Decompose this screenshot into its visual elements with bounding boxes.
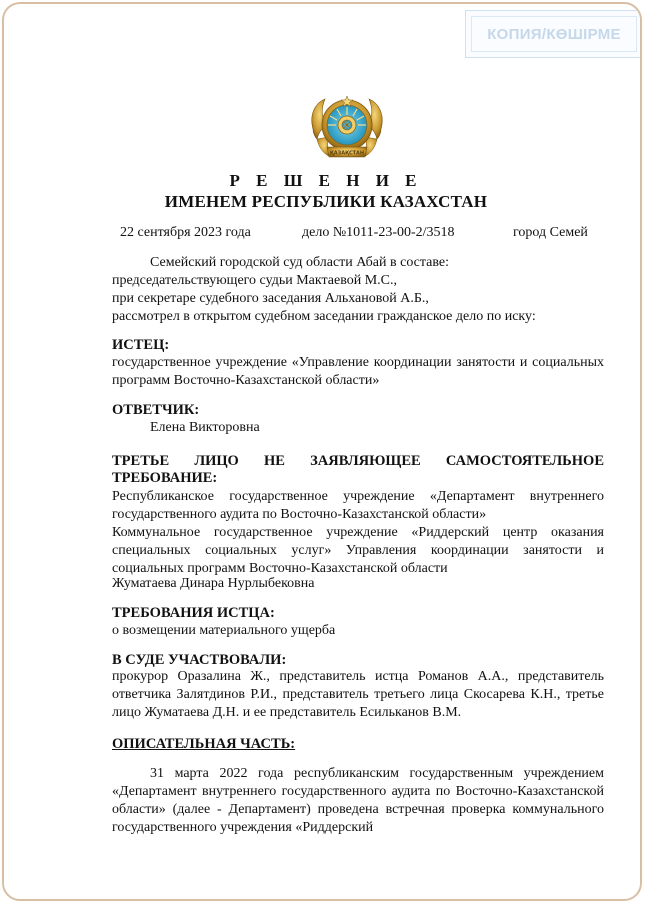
participants-heading: В СУДЕ УЧАСТВОВАЛИ: (112, 652, 287, 668)
copy-stamp (465, 10, 642, 58)
third-party-text-1: Республиканское государственное учреждение «Департамент внутреннего государственного аудита по Восточно-Казахстанской области» (112, 489, 604, 522)
third-party-text-3: Жуматаева Динара Нурлыбековна (112, 576, 315, 591)
third-party-text-2: Коммунальное государственное учреждение «Риддерский центр оказания специальных социальных услуг» Управления координации занятости и социальных программ Восточно-Казахстанской области (112, 525, 604, 576)
case-number: дело №1011-23-00-2/3518 (302, 225, 455, 240)
copy-stamp-text: КОПИЯ/КӨШІРМЕ (471, 16, 637, 52)
third-party-heading-cont: ТРЕБОВАНИЕ: (112, 470, 218, 486)
defendant-name: Елена Викторовна (150, 420, 260, 435)
document-subtitle: ИМЕНЕМ РЕСПУБЛИКИ КАЗАХСТАН (164, 192, 488, 211)
intro-court: Семейский городской суд области Абай в составе: (150, 255, 450, 270)
intro-case: рассмотрел в открытом судебном заседании гражданское дело по иску: (112, 309, 536, 324)
city: город Семей (513, 225, 588, 240)
third-party-heading: ТРЕТЬЕ ЛИЦО НЕ ЗАЯВЛЯЮЩЕЕ САМОСТОЯТЕЛЬНОЕ (112, 453, 604, 469)
svg-text:ҚАЗАҚСТАН: ҚАЗАҚСТАН (329, 150, 365, 157)
descriptive-text: 31 марта 2022 года республиканским государственным учреждением «Департамент внутреннего государственного аудита по Восточно-Казахстанской области» (далее - Департамент) проведена встречная проверка коммунального государственного учреждения «Риддерский (112, 766, 604, 835)
document-title: Р Е Ш Е Н И Е (229, 171, 423, 190)
plaintiff-heading: ИСТЕЦ: (112, 337, 170, 353)
plaintiff-text: государственное учреждение «Управление координации занятости и социальных программ Восточно-Казахстанской области» (112, 355, 604, 388)
intro-secretary: при секретаре судебного заседания Альхановой А.Б., (112, 291, 429, 306)
intro-judge: председательствующего судьи Мактаевой М.С., (112, 273, 397, 288)
claims-text: о возмещении материального ущерба (112, 623, 336, 638)
participants-text: прокурор Оразалина Ж., представитель истца Романов А.А., представитель ответчика Залятдинов Р.И., представитель третьего лица Скосарева К.Н., третье лицо Жуматаева Д.Н. и ее представитель Есильканов В.М. (112, 669, 604, 720)
decision-date: 22 сентября 2023 года (120, 225, 251, 240)
descriptive-heading: ОПИСАТЕЛЬНАЯ ЧАСТЬ: (112, 736, 296, 752)
document-page (2, 2, 642, 901)
defendant-heading: ОТВЕТЧИК: (112, 402, 200, 418)
claims-heading: ТРЕБОВАНИЯ ИСТЦА: (112, 605, 275, 621)
state-emblem (307, 87, 387, 167)
